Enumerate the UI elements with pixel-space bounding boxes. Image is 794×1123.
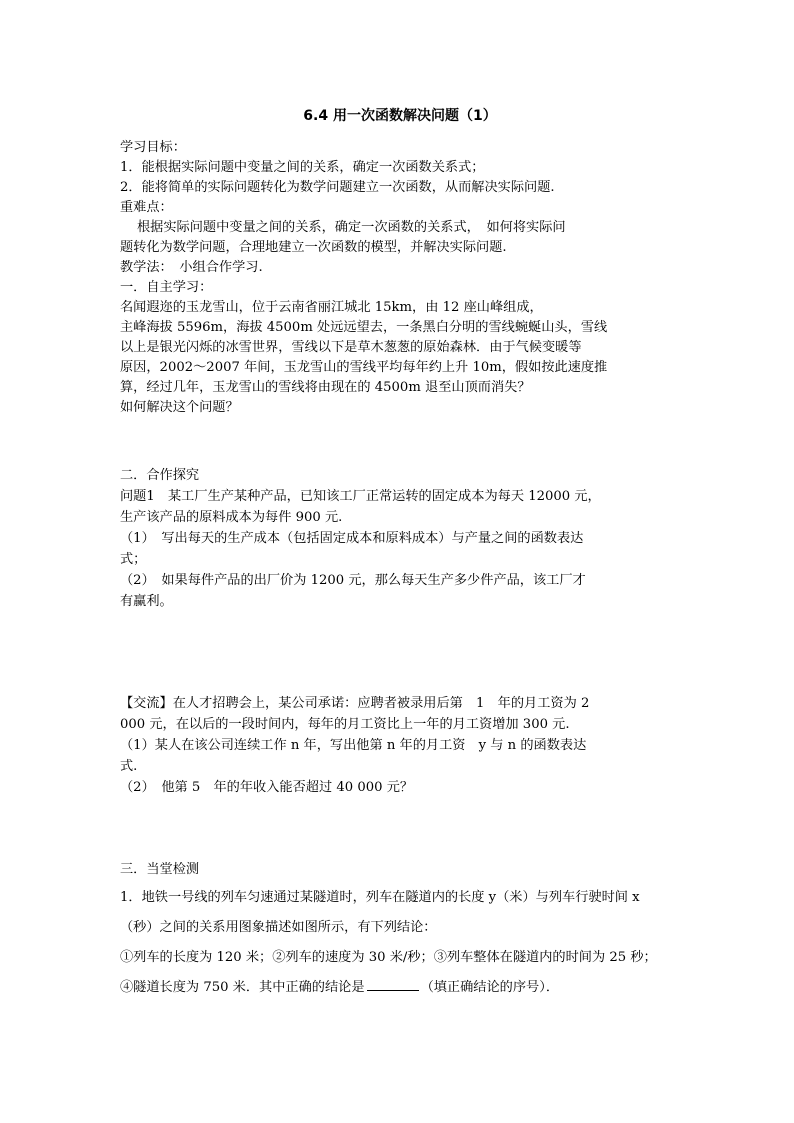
- objectives-heading: 学习目标：: [120, 140, 186, 155]
- test-line: ①列车的长度为 120 米；②列车的速度为 30 米/秒；③列车整体在隧道内的时间为 25 秒；: [120, 950, 657, 965]
- test-line: 1．地铁一号线的列车匀速通过某隧道时，列车在隧道内的长度 y（米）与列车行驶时间 x: [120, 890, 640, 905]
- section-1-line: 原因，2002～2007 年间，玉龙雪山的雪线平均每年约上升 10m，假如按此速度推: [120, 360, 608, 375]
- page-title: 6.4 用一次函数解决问题（1）: [303, 108, 497, 124]
- teaching-method: 教学法： 小组合作学习.: [120, 260, 263, 275]
- key-points-line-1: 根据实际问题中变量之间的关系，确定一次函数的关系式， 如何将实际问: [137, 220, 566, 235]
- exchange-line: （1）某人在该公司连续工作 n 年，写出他第 n 年的月工资 y 与 n 的函数表达: [120, 738, 587, 753]
- problem-1-line: （1） 写出每天的生产成本（包括固定成本和原料成本）与产量之间的函数表达: [120, 531, 584, 546]
- answer-blank[interactable]: [367, 978, 419, 991]
- exchange-line: 000 元，在以后的一段时间内，每年的月工资比上一年的月工资增加 300 元.: [120, 717, 570, 732]
- problem-1-line: （2） 如果每件产品的出厂价为 1200 元，那么每天生产多少件产品，该工厂才: [120, 573, 586, 588]
- exchange-line: 式.: [120, 759, 138, 774]
- exchange-text: 在人才招聘会上，某公司承诺：应聘者被录用后第 1 年的月工资为 2: [172, 696, 590, 711]
- section-1-line: 算，经过几年，玉龙雪山的雪线将由现在的 4500m 退至山顶而消失？: [120, 380, 531, 395]
- section-1-heading: 一．自主学习：: [120, 280, 213, 295]
- problem-1-line: 有赢利。: [120, 594, 173, 609]
- test-line-last: [120, 978, 559, 998]
- problem-1-line: 式；: [120, 552, 147, 567]
- section-1-question: 如何解决这个问题？: [120, 400, 239, 415]
- exchange-line-1: [120, 694, 589, 714]
- problem-1-line: 生产该产品的原料成本为每件 900 元.: [120, 510, 343, 525]
- exchange-line: （2） 他第 5 年的年收入能否超过 40 000 元？: [120, 780, 414, 795]
- key-points-heading: 重难点：: [120, 200, 173, 215]
- section-2-heading: 二．合作探究: [120, 468, 200, 483]
- test-line: （秒）之间的关系用图象描述如图所示，有下列结论：: [120, 920, 437, 935]
- objective-item-2: 2．能将简单的实际问题转化为数学问题建立一次函数，从而解决实际问题.: [120, 180, 555, 195]
- section-1-line: 名闻遐迩的玉龙雪山，位于云南省丽江城北 15km，由 12 座山峰组成，: [120, 300, 543, 315]
- section-3-heading: 三．当堂检测: [120, 862, 200, 877]
- key-points-line-2: 题转化为数学问题，合理地建立一次函数的模型，并解决实际问题.: [120, 240, 507, 255]
- section-1-line: 以上是银光闪烁的冰雪世界，雪线以下是草木葱葱的原始森林．由于气候变暖等: [120, 340, 582, 355]
- exchange-label: 【交流】: [120, 696, 173, 711]
- section-1-line: 主峰海拔 5596m，海拔 4500m 处远远望去，一条黑白分明的雪线蜿蜒山头，雪线: [120, 320, 608, 335]
- objective-item-1: 1．能根据实际问题中变量之间的关系，确定一次函数关系式；: [120, 160, 485, 175]
- test-line-text: ④隧道长度为 750 米．其中正确的结论是: [120, 980, 365, 995]
- problem-1-line: 问题1 某工厂生产某种产品，已知该工厂正常运转的固定成本为每天 12000 元，: [120, 489, 601, 504]
- test-line-text: （填正确结论的序号）．: [420, 980, 560, 995]
